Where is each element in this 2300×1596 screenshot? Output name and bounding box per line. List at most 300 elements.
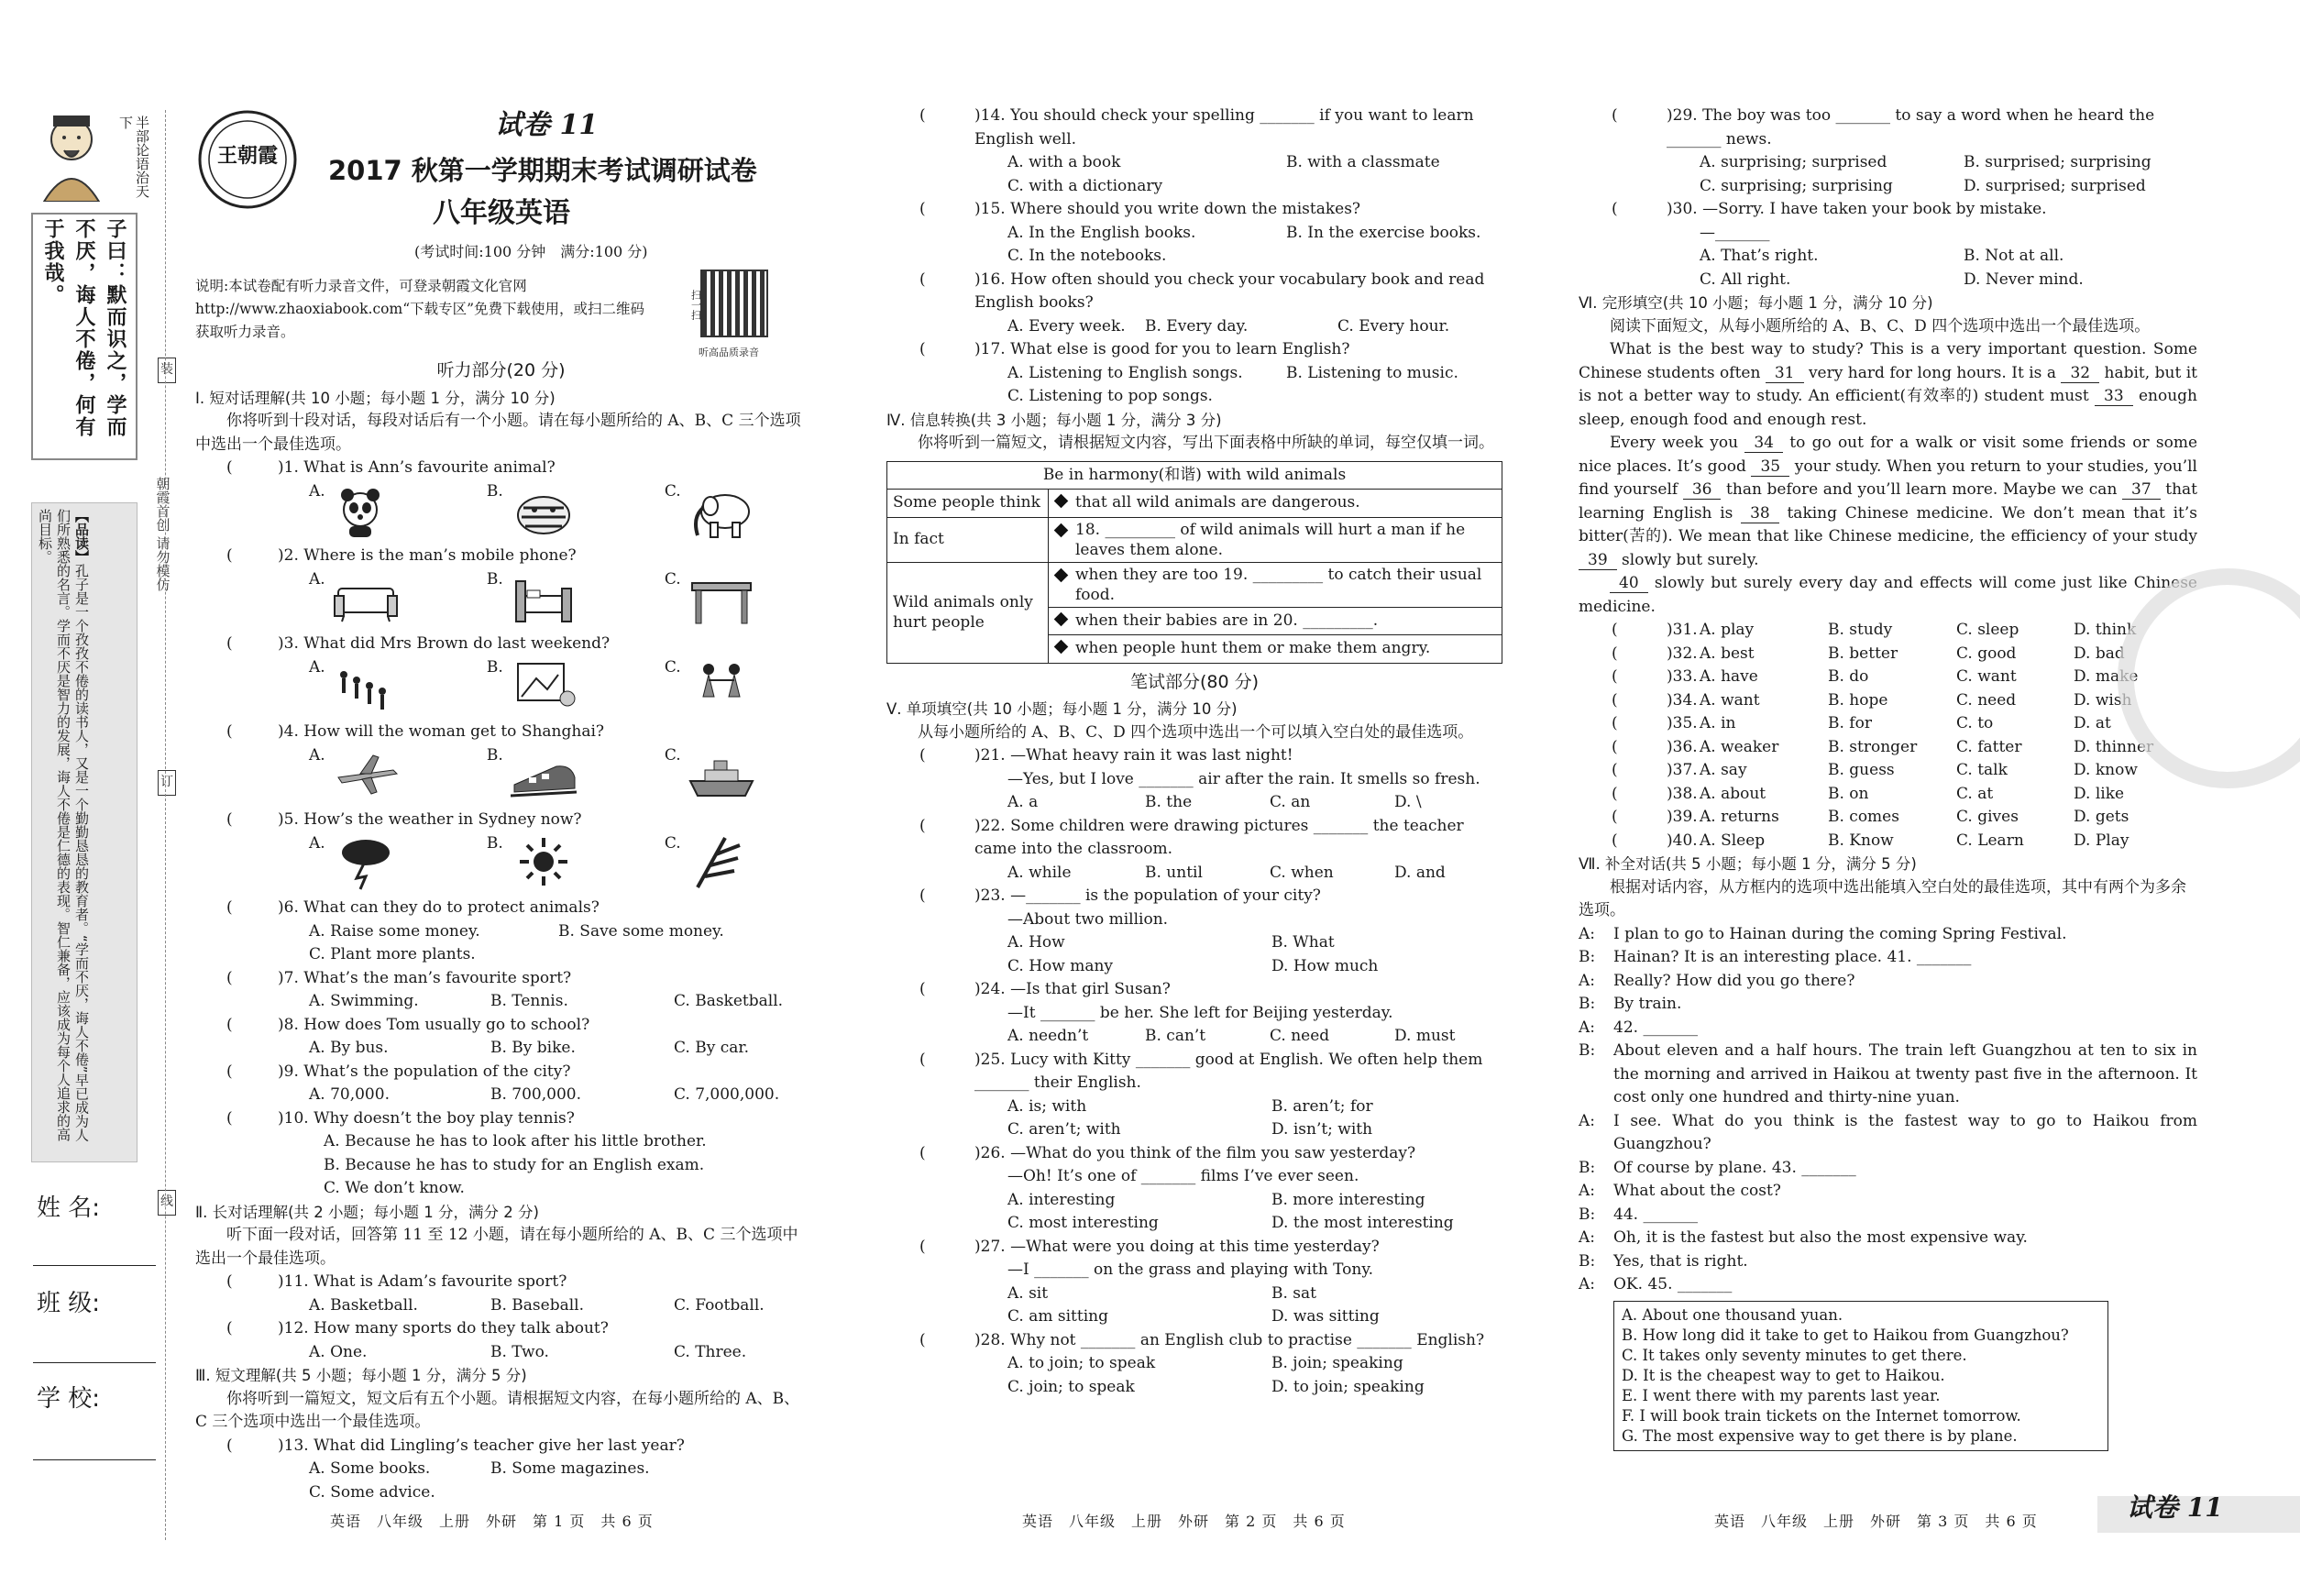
dialogue-line: [1579, 970, 2197, 994]
name-field[interactable]: [33, 1265, 156, 1266]
questions-21-28: [886, 744, 1502, 1399]
dialogue-text: Yes, that is right.: [1613, 1251, 1748, 1271]
question-line: —About two million.: [1007, 909, 1169, 929]
cloze-option[interactable]: B. Know: [1828, 831, 1894, 850]
question-text: )8. How does Tom usually go to school?: [278, 1015, 590, 1034]
option-row: [1579, 175, 2197, 199]
option: A. needn’t: [1007, 1027, 1089, 1045]
option-row: [886, 1352, 1502, 1376]
question-row: [195, 1271, 807, 1294]
painting-icon: [511, 656, 577, 723]
option: B. Baseball.: [490, 1295, 585, 1315]
dialogue-text: Oh, it is the fastest but also the most expensive way.: [1613, 1228, 2028, 1247]
answer-blank[interactable]: (: [919, 270, 926, 289]
answer-blank[interactable]: (: [1612, 808, 1618, 826]
option: D. \: [1394, 793, 1422, 811]
dialogue-line: [1579, 923, 2197, 947]
column-3: [1579, 105, 2197, 1451]
option: B. In the exercise books.: [1286, 223, 1481, 242]
sofa-icon: [333, 568, 399, 635]
box-option: A. About one thousand yuan.: [1622, 1305, 1843, 1324]
question-row: [195, 721, 807, 744]
seal-mark-3: 线: [158, 1190, 176, 1216]
question-text: )7. What’s the man’s favourite sport?: [278, 968, 572, 987]
option: C. Plant more plants.: [309, 945, 476, 963]
dialogue-text: I plan to go to Hainan during the coming Spring Festival.: [1613, 924, 2067, 943]
question-text: )2. Where is the man’s mobile phone?: [278, 546, 577, 565]
table-r2-text[interactable]: 18. _________ of wild animals will hurt a man if he leaves them alone.: [1075, 520, 1466, 559]
cloze-option[interactable]: D. bad: [2074, 644, 2125, 663]
logo-text: 王朝霞: [216, 144, 278, 168]
dialogue-text: 44. _______: [1613, 1205, 1698, 1224]
dialogue-line: [1579, 946, 2197, 970]
option-row: [1579, 151, 2197, 175]
question-text: )1. What is Ann’s favourite animal?: [278, 458, 556, 477]
motto-small: 半部论语治天下: [117, 116, 150, 198]
cloze-row: [1579, 783, 2197, 807]
picture-option[interactable]: C.: [665, 480, 807, 547]
section-3-desc: 你将听到一篇短文，短文后有五个小题。请根据短文内容，在每小题所给的 A、B、C 三个选项中选出一个最佳选项。: [195, 1389, 800, 1431]
answer-blank[interactable]: (: [919, 1050, 926, 1069]
cloze-number: )35.: [1667, 714, 1698, 732]
cloze-option[interactable]: B. on: [1828, 784, 1869, 803]
option: B. until: [1145, 863, 1203, 882]
cloze-option[interactable]: C. Learn: [1956, 831, 2024, 850]
cloze-option[interactable]: C. good: [1956, 644, 2017, 663]
dialogue-text: OK. 45. _______: [1613, 1275, 1733, 1293]
answer-blank[interactable]: (: [919, 340, 926, 358]
dialogue-line: [1579, 1110, 2197, 1157]
cloze-option[interactable]: B. comes: [1828, 808, 1899, 826]
option: B. sat: [1271, 1283, 1316, 1303]
table-r3-item-3: when people hunt them or make them angry.: [1075, 639, 1431, 657]
speaker: B:: [1579, 1158, 1596, 1177]
answer-blank[interactable]: (: [919, 1143, 926, 1162]
section-7-head: Ⅶ. 补全对话(共 5 小题；每小题 1 分，满分 5 分): [1579, 855, 1917, 873]
cloze-blank[interactable]: 33: [2095, 387, 2133, 406]
cloze-number: )33.: [1667, 667, 1698, 686]
cloze-blank[interactable]: 36: [1683, 480, 1722, 500]
question-row: [195, 1317, 807, 1341]
picture-option[interactable]: B.: [487, 568, 665, 635]
cloze-option[interactable]: D. at: [2074, 714, 2111, 732]
cloze-option[interactable]: A. have: [1700, 667, 1758, 686]
dialogue-text: By train.: [1613, 995, 1682, 1013]
cloze-option[interactable]: B. for: [1828, 714, 1872, 732]
cloze-number: )32.: [1667, 644, 1698, 663]
option-row: [886, 362, 1502, 386]
option: D. to join; speaking: [1271, 1377, 1425, 1396]
name-label: 姓 名:: [37, 1194, 101, 1222]
question-text: )21. —What heavy rain it was last night!: [974, 746, 1293, 765]
answer-blank[interactable]: (: [1612, 737, 1618, 756]
question-text: )12. How many sports do they talk about?: [278, 1319, 609, 1337]
cloze-blank[interactable]: 32: [2061, 364, 2099, 383]
review-box: [31, 502, 138, 1162]
option: A. interesting: [1007, 1190, 1116, 1209]
cloze-option[interactable]: A. returns: [1700, 808, 1779, 826]
option-row: [886, 955, 1502, 979]
picture-question: [195, 457, 807, 545]
question-row: [886, 269, 1502, 315]
cloze-row: [1579, 736, 2197, 760]
cloze-option[interactable]: C. need: [1956, 690, 2017, 710]
picture-question: [195, 545, 807, 633]
option-row: [886, 1025, 1502, 1049]
question-row: [886, 198, 1502, 222]
answer-blank[interactable]: (: [1612, 644, 1618, 663]
cloze-number: )39.: [1667, 808, 1698, 826]
question-text: )10. Why doesn’t the boy play tennis?: [278, 1108, 575, 1128]
picture-question: [195, 721, 807, 809]
option: D. and: [1394, 863, 1446, 882]
cloze-option[interactable]: A. want: [1700, 690, 1760, 710]
cloze-option[interactable]: B. better: [1828, 644, 1898, 663]
cloze-option[interactable]: A. about: [1700, 784, 1766, 803]
cloze-option[interactable]: D. gets: [2074, 808, 2129, 826]
picture-option[interactable]: B.: [487, 656, 665, 723]
footer-page-3: 英语 八年级 上册 外研 第 3 页 共 6 页: [1714, 1513, 2038, 1530]
cloze-option[interactable]: C. at: [1956, 784, 1994, 803]
cloze-blank[interactable]: 35: [1751, 457, 1789, 477]
option-row: [886, 1212, 1502, 1236]
answer-blank[interactable]: (: [226, 546, 233, 565]
section-5-head: Ⅴ. 单项填空(共 10 小题；每小题 1 分，满分 10 分): [886, 700, 1238, 718]
cloze-row: [1579, 759, 2197, 783]
option: C. By car.: [674, 1039, 750, 1057]
answer-blank[interactable]: (: [1612, 761, 1618, 779]
answer-blank[interactable]: (: [226, 1436, 233, 1455]
cloze-row: [1579, 666, 2197, 689]
cloze-option[interactable]: D. wish: [2074, 690, 2132, 710]
answer-blank[interactable]: (: [919, 200, 926, 218]
binding-strip: [0, 0, 173, 1596]
answer-blank[interactable]: (: [226, 968, 233, 987]
answer-blank[interactable]: (: [226, 898, 233, 917]
cloze-blank[interactable]: 31: [1766, 364, 1804, 383]
info-table: [886, 461, 1502, 664]
cloze-option[interactable]: A. say: [1700, 761, 1747, 779]
option: A. with a book: [1007, 153, 1121, 171]
option: B. aren’t; for: [1271, 1096, 1373, 1116]
option: B. the: [1145, 793, 1193, 811]
answer-blank[interactable]: (: [919, 1237, 926, 1256]
answer-blank[interactable]: (: [1612, 714, 1618, 732]
picture-option[interactable]: C.: [665, 744, 807, 811]
cloze-option[interactable]: C. gives: [1956, 808, 2019, 826]
answer-blank[interactable]: (: [226, 810, 233, 829]
picture-option[interactable]: C.: [665, 656, 807, 723]
option: A. Raise some money.: [309, 921, 480, 941]
options-box: [1613, 1301, 2108, 1451]
option-row: [886, 385, 1502, 409]
answer-blank[interactable]: (: [1612, 106, 1618, 125]
cloze-option[interactable]: D. Play: [2074, 831, 2129, 850]
cloze-passage: [1579, 338, 2197, 619]
question-text: )25. Lucy with Kitty _______ good at English. We often help them _______ their English.: [974, 1050, 1483, 1092]
option: C. Basketball.: [674, 992, 784, 1010]
cloze-row: [1579, 806, 2197, 830]
question-text: )24. —Is that girl Susan?: [974, 980, 1171, 998]
cloze-option[interactable]: C. to: [1956, 714, 1994, 732]
cloze-option[interactable]: A. play: [1700, 621, 1755, 639]
option: A. 70,000.: [309, 1085, 390, 1104]
answer-blank[interactable]: (: [226, 1108, 233, 1128]
table-r1-text: that all wild animals are dangerous.: [1075, 493, 1360, 512]
picture-option[interactable]: A.: [309, 480, 487, 547]
box-option: C. It takes only seventy minutes to get there.: [1622, 1346, 1967, 1364]
answer-blank[interactable]: (: [1612, 831, 1618, 850]
box-option: G. The most expensive way to get there is by plane.: [1622, 1426, 2018, 1445]
section-4-desc: 你将听到一篇短文，请根据短文内容，写出下面表格中所缺的单词，每空仅填一词。: [918, 434, 1494, 452]
question-row: [195, 809, 807, 832]
picture-option[interactable]: B.: [487, 832, 665, 899]
cloze-blank[interactable]: 38: [1741, 504, 1779, 523]
question-text: )27. —What were you doing at this time yesterday?: [974, 1237, 1380, 1256]
question-text: )28. Why not _______ an English club to practise _______ English?: [974, 1330, 1485, 1349]
question-row: [195, 1014, 807, 1038]
dialogue-line: [1579, 993, 2197, 1017]
column-2: [886, 105, 1502, 1399]
picture-option[interactable]: A.: [309, 568, 487, 635]
option-row: [1579, 245, 2197, 269]
question-text: )14. You should check your spelling _______ if you want to learn English well.: [974, 106, 1474, 149]
picture-question: [195, 809, 807, 897]
cloze-blank[interactable]: 39: [1579, 551, 1617, 570]
option: C. Every hour.: [1337, 316, 1450, 336]
cloze-option[interactable]: D. thinner: [2074, 737, 2154, 756]
answer-blank[interactable]: (: [1612, 690, 1618, 710]
section-6-desc: 阅读下面短文，从每小题所给的 A、B、C、D 四个选项中选出一个最佳选项。: [1610, 316, 2151, 336]
section-1-desc: 你将听到十段对话，每段对话后有一个小题。请在每小题所给的 A、B、C 三个选项中选出一个最佳选项。: [195, 412, 801, 454]
answer-blank[interactable]: (: [1612, 621, 1618, 639]
dialogue-text: Of course by plane. 43. _______: [1613, 1158, 1856, 1177]
option-row: [886, 151, 1502, 175]
review-text: 孔子是一个孜孜不倦的读书人，又是一个勤勤恳恳的教育者。“学而不厌，诲人不倦”早已成为人们所熟悉的名言。学而不厌是智力的发展，诲人不倦是仁德的表现。智仁兼备，应该成为每个人追求的高尚目标。: [37, 509, 90, 1142]
table-r3-item-2[interactable]: when their babies are in 20. _________.: [1075, 611, 1379, 630]
answer-blank[interactable]: (: [919, 746, 926, 765]
cloze-option[interactable]: B. hope: [1828, 690, 1888, 710]
question-row: [886, 1236, 1502, 1260]
option-row: [195, 1154, 807, 1178]
dialogue-text: What about the cost?: [1613, 1182, 1781, 1200]
cloze-option[interactable]: C. fatter: [1956, 737, 2022, 756]
question-line: —I _______ on the grass and playing with Tony.: [1007, 1260, 1374, 1279]
option-row: [886, 1095, 1502, 1119]
cloze-option[interactable]: D. think: [2074, 621, 2137, 639]
cloze-options: [1579, 619, 2197, 853]
section-6-head: Ⅵ. 完形填空(共 10 小题；每小题 1 分，满分 10 分): [1579, 294, 1933, 312]
confucius-icon: [31, 110, 112, 202]
speaker: B:: [1579, 1041, 1596, 1060]
option: D. the most interesting: [1271, 1214, 1454, 1232]
picture-options: [195, 480, 807, 547]
question-text: )17. What else is good for you to learn English?: [974, 340, 1350, 358]
question-text: )30. —Sorry. I have taken your book by mistake.: [1667, 200, 2047, 218]
answer-blank[interactable]: (: [1612, 667, 1618, 686]
answer-blank[interactable]: (: [919, 1330, 926, 1349]
section-1-head: Ⅰ. 短对话理解(共 10 小题；每小题 1 分，满分 10 分): [195, 389, 556, 407]
cloze-option[interactable]: C. want: [1956, 667, 2017, 686]
picture-options: [195, 832, 807, 899]
option: A. How: [1007, 933, 1065, 952]
question-row: [886, 338, 1502, 362]
option: B. Because he has to study for an English exam.: [324, 1155, 705, 1174]
option: A. In the English books.: [1007, 223, 1196, 242]
cloze-blank[interactable]: 34: [1744, 434, 1783, 453]
answer-blank[interactable]: (: [919, 980, 926, 998]
ship-icon: [688, 744, 754, 811]
picture-options: [195, 744, 807, 811]
cloze-option[interactable]: B. study: [1828, 621, 1893, 639]
text-questions-1: [195, 897, 807, 1201]
answer-blank[interactable]: (: [919, 816, 926, 835]
answer-blank[interactable]: (: [226, 1319, 233, 1337]
answer-blank[interactable]: (: [226, 1062, 233, 1081]
subject-title: 八年级英语: [433, 197, 570, 229]
cloze-blank[interactable]: 40: [1610, 574, 1648, 593]
dialogue-text: Hainan? It is an interesting place. 41. _______: [1613, 948, 1972, 966]
cloze-option[interactable]: B. stronger: [1828, 737, 1918, 756]
option: D. must: [1394, 1027, 1456, 1045]
picture-option[interactable]: A.: [309, 832, 487, 899]
passage-paragraph: 40 slowly but surely every day and effects will come just like Chinese medicine.: [1579, 574, 2197, 616]
question-row: [195, 897, 807, 920]
picture-option[interactable]: A.: [309, 656, 487, 723]
picture-option[interactable]: B.: [487, 480, 665, 547]
answer-blank[interactable]: (: [226, 458, 233, 477]
answer-blank[interactable]: (: [1612, 200, 1618, 218]
answer-blank[interactable]: (: [919, 886, 926, 905]
option-row: [886, 791, 1502, 815]
option: C. surprising; surprising: [1700, 176, 1893, 195]
cloze-option[interactable]: D. make: [2074, 667, 2139, 686]
option-row: [886, 1305, 1502, 1329]
text-questions-2: [195, 1271, 807, 1364]
speaker: B:: [1579, 1205, 1596, 1224]
option: A. Swimming.: [309, 992, 419, 1010]
cloze-option[interactable]: C. sleep: [1956, 621, 2019, 639]
picture-options: [195, 568, 807, 635]
option: A. Because he has to look after his little brother.: [324, 1132, 707, 1150]
section-2-head: Ⅱ. 长对话理解(共 2 小题；每小题 1 分，满分 2 分): [195, 1203, 539, 1221]
school-field[interactable]: [33, 1459, 156, 1460]
answer-blank[interactable]: (: [226, 634, 233, 653]
cloze-blank[interactable]: 37: [2122, 480, 2161, 500]
option: C. need: [1270, 1027, 1330, 1045]
option: B. more interesting: [1271, 1190, 1425, 1209]
school-label: 学 校:: [37, 1385, 101, 1413]
logo-seal: [198, 110, 297, 209]
cloze-option[interactable]: A. weaker: [1700, 737, 1779, 756]
speaker: A:: [1579, 1018, 1596, 1037]
dialogue-line: [1579, 1227, 2197, 1250]
question-text: )9. What’s the population of the city?: [278, 1062, 571, 1081]
section-4-head: Ⅳ. 信息转换(共 3 小题；每小题 1 分，满分 3 分): [886, 411, 1222, 429]
cloze-option[interactable]: A. Sleep: [1700, 831, 1766, 850]
cloze-option[interactable]: D. like: [2074, 784, 2125, 803]
speaker: A:: [1579, 1111, 1596, 1130]
option-row: [195, 920, 807, 944]
class-field[interactable]: [33, 1362, 156, 1363]
table-r1-label: Some people think: [887, 490, 1049, 518]
picture-option[interactable]: A.: [309, 744, 487, 811]
cloze-number: )36.: [1667, 737, 1698, 756]
stormy-icon: [333, 832, 399, 899]
qr-caption: 听高品质录音: [699, 347, 759, 358]
option: A. One.: [309, 1342, 368, 1361]
cloze-option[interactable]: A. best: [1700, 644, 1755, 663]
cloze-option[interactable]: C. talk: [1956, 761, 2008, 779]
exam-title: 2017 秋第一学期期末考试调研试卷: [328, 155, 757, 186]
option-row: [886, 862, 1502, 886]
question-row: [886, 105, 1502, 151]
qr-code-icon[interactable]: [700, 270, 768, 337]
exam-info: (考试时间:100 分钟 满分:100 分): [414, 243, 648, 260]
cloze-number: )40.: [1667, 831, 1698, 850]
speaker: B:: [1579, 948, 1596, 966]
question-row: [886, 1329, 1502, 1353]
option-row: [195, 1130, 807, 1154]
question-line: —Oh! It’s one of _______ films I’ve ever seen.: [1007, 1167, 1359, 1185]
qr-side: 扫一扫: [689, 290, 702, 320]
answer-blank[interactable]: (: [226, 1272, 233, 1291]
option: C. In the notebooks.: [1007, 247, 1167, 265]
picture-option[interactable]: B.: [487, 744, 665, 811]
table-r3-item-1[interactable]: when they are too 19. _________ to catch their usual food.: [1075, 565, 1482, 604]
option-row: [195, 1084, 807, 1107]
cloze-option[interactable]: D. know: [2074, 761, 2138, 779]
answer-blank[interactable]: (: [1612, 784, 1618, 803]
dashed-binding-line: [165, 110, 166, 1540]
cloze-row: [1579, 619, 2197, 643]
dialogue-line: [1579, 1204, 2197, 1227]
cloze-option[interactable]: B. guess: [1828, 761, 1895, 779]
cloze-option[interactable]: B. do: [1828, 667, 1869, 686]
question-text: )29. The boy was too _______ to say a word when he heard the _______ news.: [1667, 106, 2155, 149]
questions-29-30: [1579, 105, 2197, 292]
speaker: A:: [1579, 1275, 1596, 1293]
dialogue-text: Really? How did you go there?: [1613, 971, 1855, 990]
section-7-desc: 根据对话内容，从方框内的选项中选出能填入空白处的最佳选项，其中有两个为多余选项。: [1579, 877, 2186, 919]
question-line: —It _______ be her. She left for Beijing yesterday.: [1007, 1003, 1393, 1022]
option: A. to join; to speak: [1007, 1354, 1156, 1372]
answer-blank[interactable]: (: [226, 1015, 233, 1034]
option: A. By bus.: [309, 1039, 389, 1057]
option: C. with a dictionary: [1007, 176, 1163, 195]
option: C. We don’t know.: [324, 1179, 465, 1197]
footer-page-1: 英语 八年级 上册 外研 第 1 页 共 6 页: [330, 1513, 654, 1530]
cloze-option[interactable]: A. in: [1700, 714, 1736, 732]
option: A. is; with: [1007, 1096, 1087, 1116]
cloze-row: [1579, 830, 2197, 853]
listening-title: 听力部分(20 分): [436, 360, 566, 380]
table-icon: [688, 568, 754, 635]
section-3-head: Ⅲ. 短文理解(共 5 小题；每小题 1 分，满分 5 分): [195, 1367, 527, 1384]
question-row: [886, 815, 1502, 862]
speaker: B:: [1579, 995, 1596, 1013]
footer-paper-tag: 试卷 11: [2127, 1492, 2223, 1523]
question-row: [886, 1049, 1502, 1095]
question-text: )26. —What do you think of the film you saw yesterday?: [974, 1143, 1416, 1162]
answer-blank[interactable]: (: [226, 722, 233, 741]
answer-blank[interactable]: (: [919, 106, 926, 125]
picture-option[interactable]: C.: [665, 832, 807, 899]
option-row: [886, 1282, 1502, 1306]
option: A. Listening to English songs.: [1007, 363, 1243, 382]
picture-option[interactable]: C.: [665, 568, 807, 635]
option-row: [886, 1118, 1502, 1142]
